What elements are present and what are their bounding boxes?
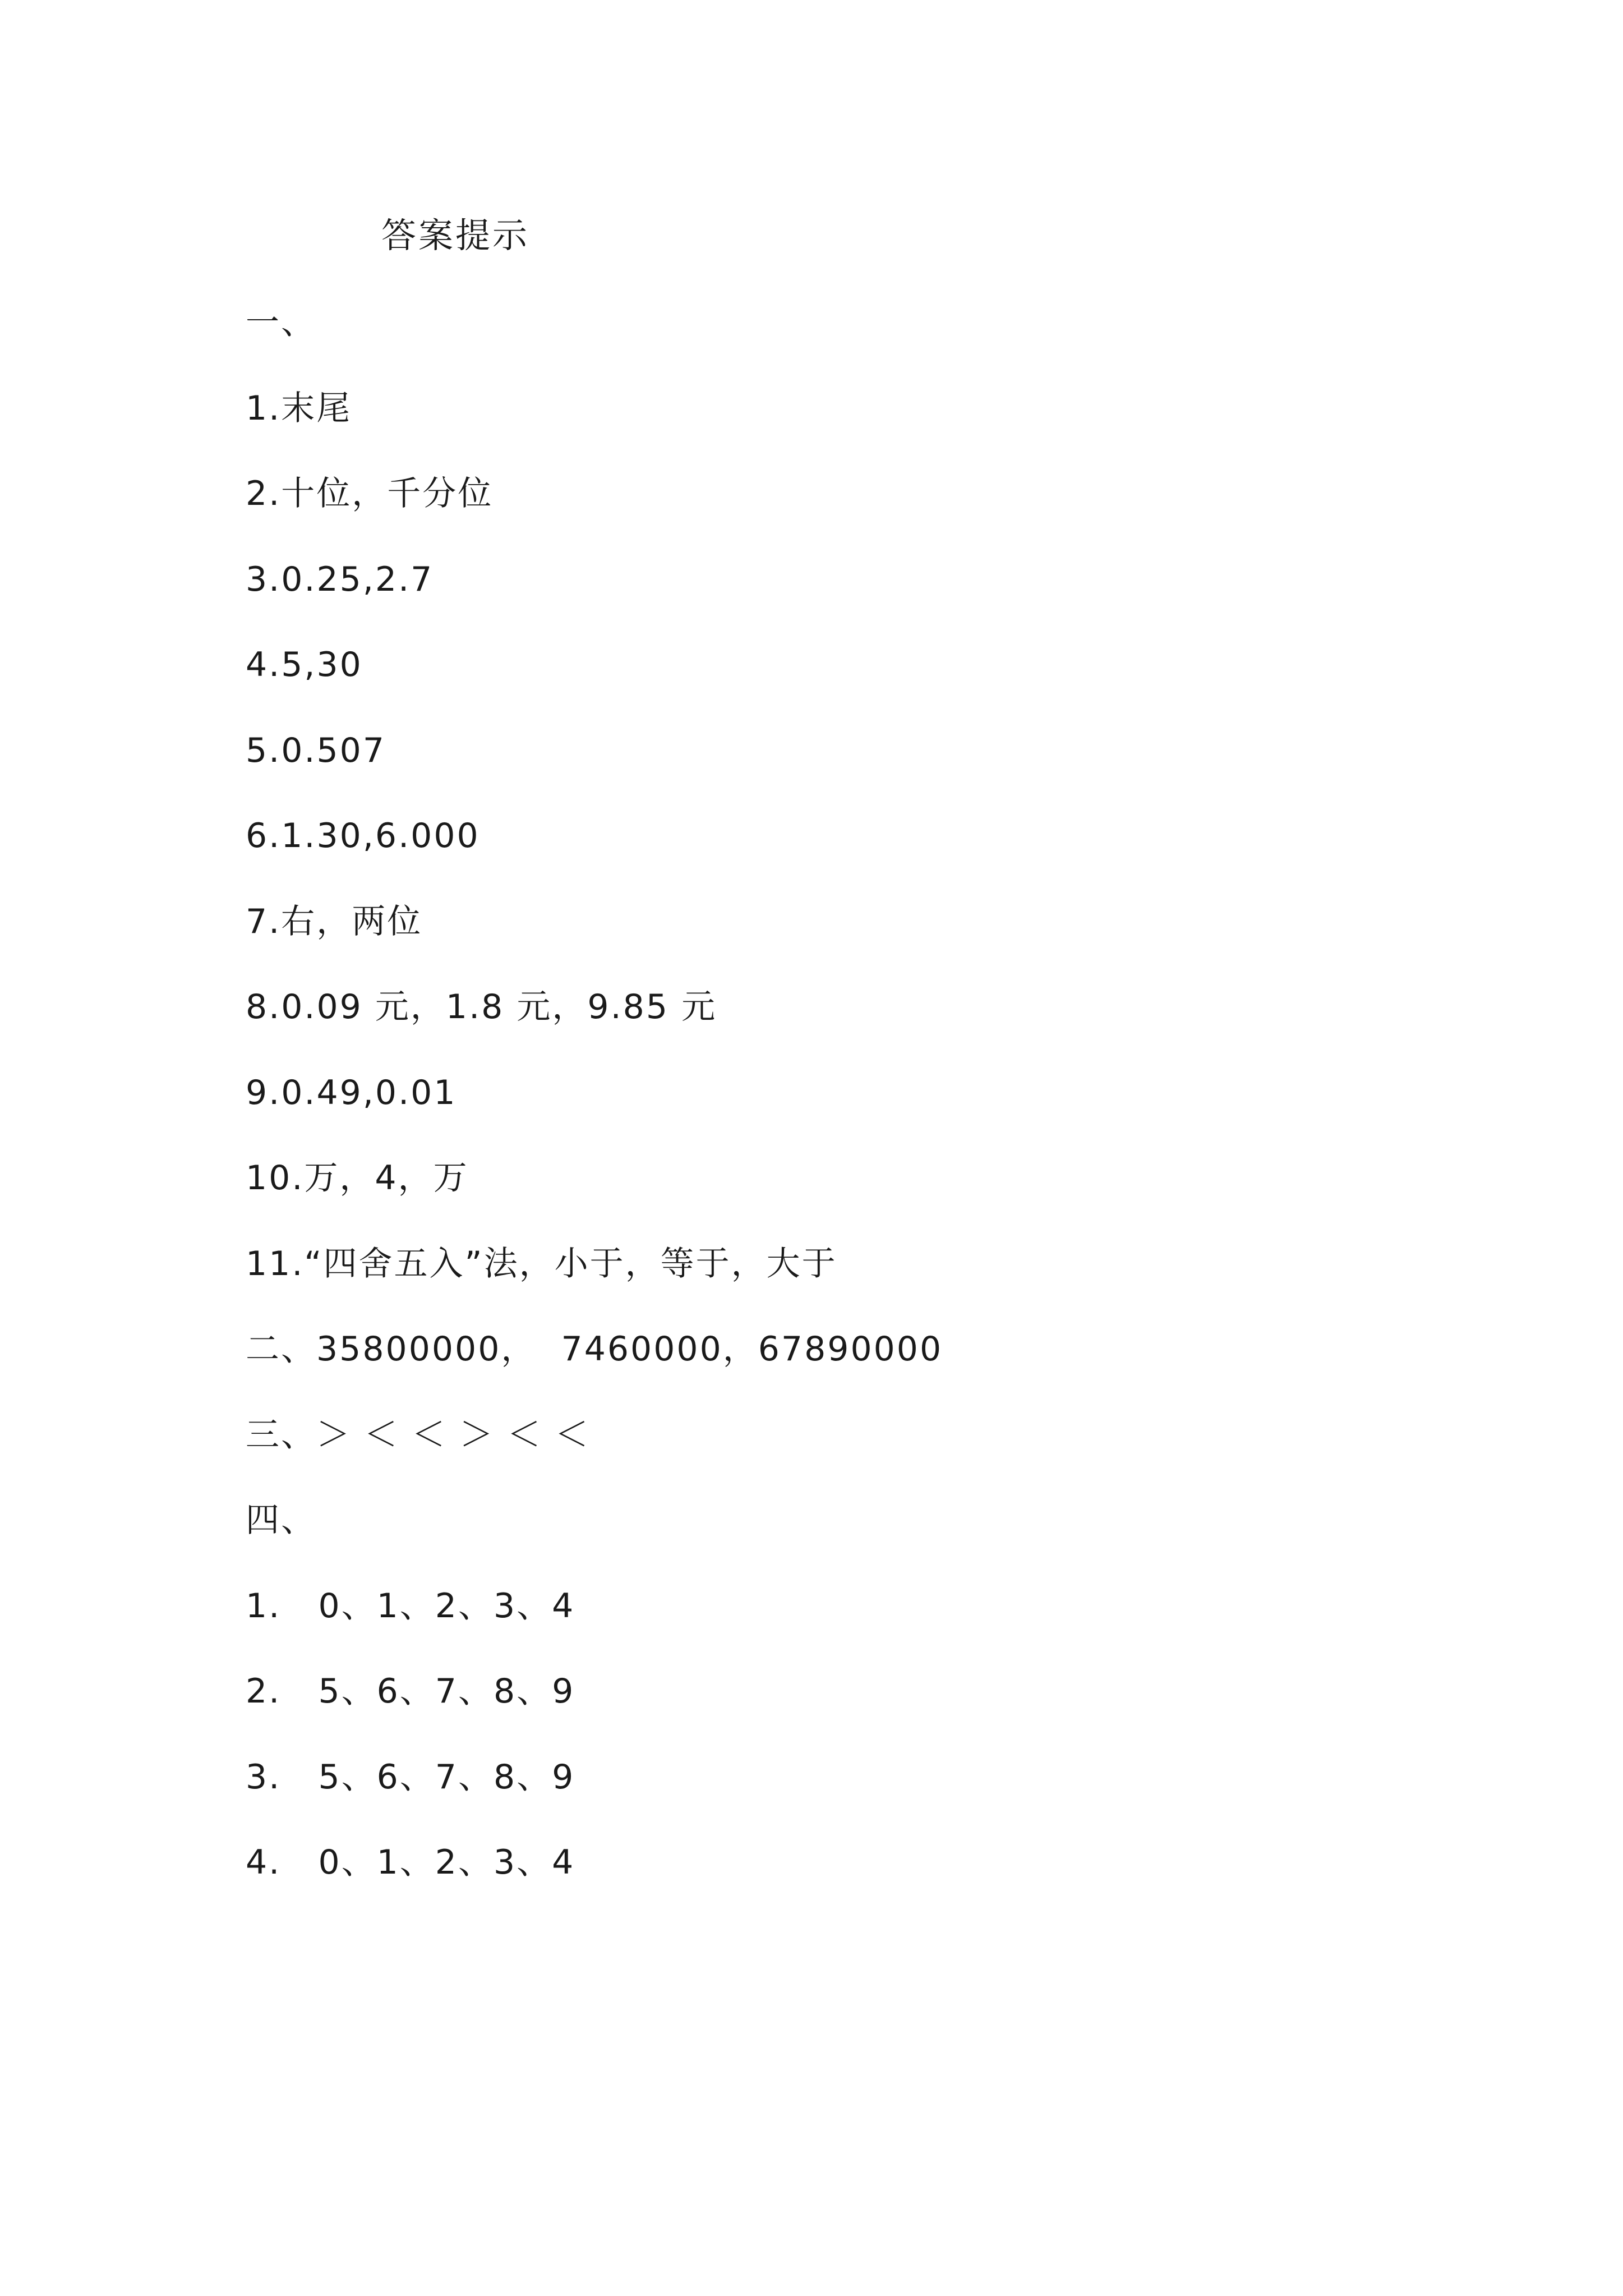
page-title: 答案提示 (381, 215, 530, 256)
answer-line: 2. 5、6、7、8、9 (246, 1672, 575, 1711)
answer-line: 3.0.25,2.7 (246, 559, 434, 599)
answer-line: 1.末尾 (246, 388, 352, 428)
section-3-answer: 三、＞ ＜ ＜ ＞ ＜ ＜ (246, 1415, 591, 1455)
answer-line: 3. 5、6、7、8、9 (246, 1757, 575, 1797)
answer-line: 4.5,30 (246, 645, 363, 684)
answer-line: 8.0.09 元，1.8 元，9.85 元 (246, 987, 717, 1027)
answer-line: 10.万，4，万 (246, 1158, 469, 1198)
answer-line: 4. 0、1、2、3、4 (246, 1843, 575, 1882)
answer-line: 5.0.507 (246, 730, 386, 770)
answer-line: 1. 0、1、2、3、4 (246, 1586, 575, 1626)
answer-line: 2.十位，千分位 (246, 474, 494, 513)
answer-list (246, 297, 943, 1923)
section-heading-1: 一、 (246, 303, 316, 342)
answer-line: 11.“四舍五入”法，小于，等于，大于 (246, 1244, 837, 1283)
answer-line: 7.右，两位 (246, 901, 423, 941)
answer-line: 6.1.30,6.000 (246, 816, 480, 855)
section-2-answer: 二、35800000， 7460000，67890000 (246, 1329, 943, 1369)
answer-line: 9.0.49,0.01 (246, 1073, 457, 1112)
section-heading-4: 四、 (246, 1501, 316, 1540)
